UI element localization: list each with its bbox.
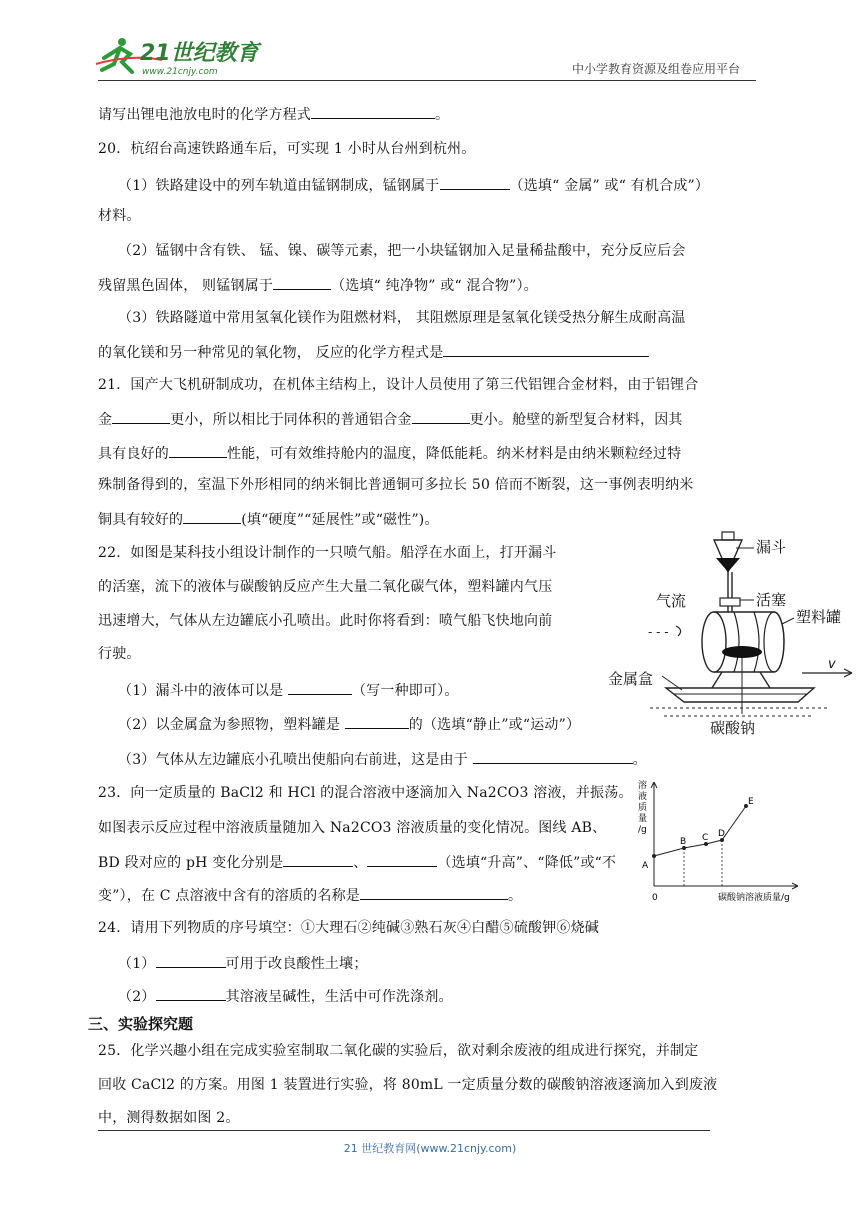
point-label: D (718, 829, 725, 839)
text-line: （2） 其溶液呈碱性，生活中可作洗涤剂。 (118, 985, 453, 1007)
text-line: BD 段对应的 pH 变化分别是 、 （选填“升高”、“降低”或“不 (98, 851, 616, 873)
text-line: 如图表示反应过程中溶液质量随加入 Na2CO3 溶液质量的变化情况。图线 AB、 (98, 820, 607, 836)
logo-runner-icon (92, 34, 272, 80)
point-label: E (748, 797, 754, 807)
text-line: 殊制备得到的，室温下外形相同的纳米铜比普通铜可多拉长 50 倍而不断裂，这一事例表明纳米 (98, 477, 694, 493)
text-line: 的氧化镁和另一种常见的氧化物， 反应的化学方程式是 (98, 341, 649, 363)
text-line: （3）铁路隧道中常用氢氧化镁作为阻燃材料， 其阻燃原理是氢氧化镁受热分解生成耐高温 (118, 310, 686, 326)
text-line: 铜具有较好的 (填“硬度”“延展性”或“磁性”)。 (98, 508, 439, 530)
text-line: 具有良好的 性能，可有效维持舱内的温度，降低能耗。纳米材料是由纳米颗粒经过特 (98, 442, 681, 464)
footer-divider (98, 1130, 710, 1131)
label-metal-box: 金属盒 (608, 670, 654, 688)
text-line: 的活塞，流下的液体与碳酸钠反应产生大量二氧化碳气体，塑料罐内气压 (98, 579, 553, 595)
footer-text: 21 世纪教育网(www.21cnjy.com) (343, 1142, 517, 1155)
question-22: 22．如图是某科技小组设计制作的一只喷气船。船浮在水面上，打开漏斗 (98, 545, 557, 561)
label-funnel: 漏斗 (756, 538, 787, 556)
text-line: 请写出锂电池放电时的化学方程式 。 (98, 103, 449, 125)
logo-title: 21世纪教育 (140, 41, 259, 66)
graph-xlabel: 碳酸钠溶液质量/g (718, 893, 790, 903)
point-label: B (680, 837, 687, 847)
label-airflow: 气流 (656, 592, 687, 610)
text-line: 变”），在 C 点溶液中含有的溶质的名称是 。 (98, 884, 522, 906)
graph-ylabel: 溶 (638, 781, 648, 791)
question-23: 23．向一定质量的 BaCl2 和 HCl 的混合溶液中逐滴加入 Na2CO3 溶液，并振荡。 (98, 785, 633, 801)
label-can: 塑料罐 (796, 608, 842, 626)
graph-ylabel: 量 (638, 814, 648, 824)
platform-name: 中小学教育资源及组卷应用平台 (572, 62, 741, 76)
graph-origin: 0 (652, 893, 658, 903)
text-line: （2）以金属盒为参照物，塑料罐是 的（选填“静止”或“运动”） (118, 713, 580, 735)
text-line: （2）锰钢中含有铁、 锰、镍、碳等元素，把一小块锰钢加入足量稀盐酸中，充分反应后会 (118, 243, 686, 259)
question-24: 24．请用下列物质的序号填空：①大理石②纯碱③熟石灰④白醋⑤硫酸钾⑥烧碱 (98, 920, 600, 936)
text-line: 行驶。 (98, 646, 141, 662)
svg-text:- - -: - - - (648, 625, 669, 639)
question-21: 21．国产大飞机研制成功，在机体主结构上，设计人员使用了第三代铝锂合金材料，由于铝锂合 (98, 377, 699, 393)
text-line: （3）气体从左边罐底小孔喷出使船向右前进，这是由于 。 (118, 748, 647, 770)
text-line: （1）漏斗中的液体可以是 （写一种即可）。 (118, 679, 459, 701)
text-line: 回收 CaCl2 的方案。用图 1 装置进行实验，将 80mL 一定质量分数的碳酸钠溶液逐滴加入到废液 (98, 1077, 718, 1093)
text-line: 中，测得数据如图 2。 (98, 1110, 240, 1126)
text-line: 迅速增大，气体从左边罐底小孔喷出。此时你将看到：喷气船飞快地向前 (98, 613, 553, 629)
section-heading: 三、实验探究题 (88, 1015, 194, 1033)
text-line: 材料。 (98, 208, 141, 224)
text-line: （1） 可用于改良酸性土壤； (118, 952, 368, 974)
label-valve: 活塞 (756, 591, 787, 609)
label-sodium-carbonate: 碳酸钠 (710, 719, 756, 737)
header-divider (98, 80, 756, 81)
text-line: 金 更小，所以相比于同体积的普通铝合金 更小。舱壁的新型复合材料，因其 (98, 408, 683, 430)
site-logo (92, 34, 272, 80)
logo-url: www.21cnjy.com (142, 67, 218, 77)
solution-mass-graph (634, 774, 804, 904)
label-velocity: v (828, 657, 836, 672)
text-line: （1）铁路建设中的列车轨道由锰钢制成，锰钢属于 （选填“ 金属” 或“ 有机合成”） (118, 174, 709, 196)
question-20: 20．杭绍台高速铁路通车后，可实现 1 小时从台州到杭州。 (98, 141, 476, 157)
graph-ylabel: 质 (638, 803, 648, 813)
point-label: C (702, 833, 709, 843)
text-line: 残留黑色固体， 则锰钢属于 （选填“ 纯净物” 或“ 混合物”）。 (98, 274, 538, 296)
question-25: 25．化学兴趣小组在完成实验室制取二氧化碳的实验后，欲对剩余废液的组成进行探究，并制定 (98, 1043, 699, 1059)
jet-boat-figure (604, 528, 858, 766)
graph-ylabel: /g (638, 825, 647, 835)
graph-ylabel: 液 (638, 792, 648, 802)
point-label: A (642, 861, 649, 871)
